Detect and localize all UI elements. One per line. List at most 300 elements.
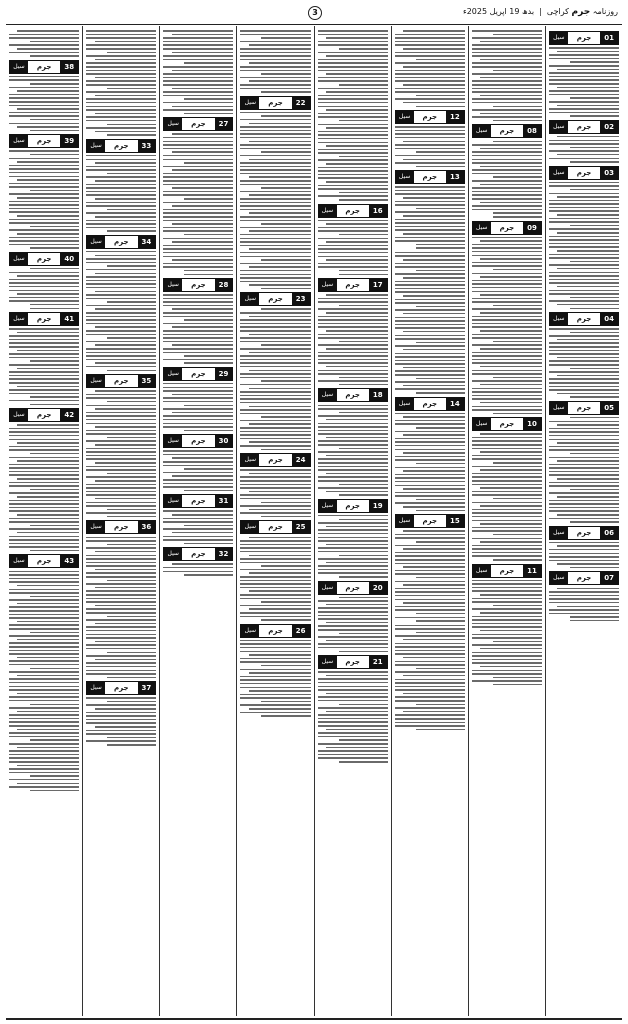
text-line: [86, 276, 156, 278]
text-line: [403, 295, 465, 297]
text-line: [163, 109, 233, 111]
text-line: [172, 394, 234, 396]
text-line: [17, 275, 79, 277]
text-line: [86, 205, 156, 207]
text-line: [339, 448, 388, 450]
notice-block: [472, 221, 542, 415]
text-line: [480, 77, 542, 79]
text-line: [395, 363, 465, 365]
text-line: [395, 317, 465, 319]
text-line: [339, 192, 388, 194]
text-line: [9, 158, 79, 160]
notice-title: جرم: [576, 122, 592, 131]
text-line: [403, 277, 465, 279]
text-line: [318, 647, 388, 649]
notice-text: [86, 697, 156, 745]
text-line: [395, 148, 465, 150]
text-line: [249, 672, 311, 674]
text-line: [107, 737, 156, 739]
text-line: [86, 258, 156, 260]
text-line: [395, 240, 465, 242]
text-line: [163, 245, 233, 247]
notice-text: [318, 30, 388, 200]
text-line: [9, 208, 79, 210]
text-line: [240, 41, 310, 43]
text-line: [472, 494, 542, 496]
text-line: [570, 521, 619, 523]
text-line: [172, 457, 234, 459]
text-line: [163, 383, 233, 385]
seal-badge: سیل: [396, 515, 414, 527]
text-line: [480, 505, 542, 507]
text-line: [240, 88, 310, 90]
text-line: [416, 166, 465, 168]
text-line: [549, 474, 619, 476]
notice-number: 41: [60, 313, 78, 325]
text-line: [95, 551, 157, 553]
text-line: [240, 252, 310, 254]
notice-block: [9, 134, 79, 249]
text-line: [86, 91, 156, 93]
text-line: [472, 187, 542, 189]
text-line: [163, 397, 233, 399]
text-line: [557, 563, 619, 565]
notice-title: جرم: [576, 528, 592, 537]
text-line: [240, 191, 310, 193]
notice-title: جرم: [576, 574, 592, 583]
text-line: [9, 725, 79, 727]
text-line: [318, 52, 388, 54]
notice-text: [549, 47, 619, 117]
text-line: [249, 334, 311, 336]
text-line: [395, 606, 465, 608]
text-line: [86, 127, 156, 129]
notice-text: [163, 30, 233, 114]
notice-title: جرم: [268, 456, 283, 465]
notice-header: [9, 312, 79, 326]
text-line: [416, 306, 465, 308]
text-line: [30, 404, 79, 406]
text-line: [395, 552, 465, 554]
text-line: [472, 80, 542, 82]
text-line: [339, 519, 388, 521]
text-line: [86, 44, 156, 46]
text-line: [261, 715, 310, 717]
text-line: [9, 279, 79, 281]
text-line: [95, 587, 157, 589]
text-line: [339, 48, 388, 50]
text-line: [240, 274, 310, 276]
notice-number: 05: [600, 402, 618, 414]
text-line: [240, 355, 310, 357]
text-line: [240, 413, 310, 415]
text-line: [9, 492, 79, 494]
text-line: [395, 537, 465, 539]
text-line: [86, 251, 156, 253]
text-line: [480, 148, 542, 150]
text-line: [318, 102, 388, 104]
text-line: [163, 518, 233, 520]
text-line: [318, 423, 388, 425]
text-line: [557, 51, 619, 53]
text-line: [9, 617, 79, 619]
text-line: [318, 245, 388, 247]
text-line: [472, 144, 542, 146]
text-line: [480, 612, 542, 614]
notice-block: [472, 124, 542, 217]
text-line: [9, 464, 79, 466]
notice-block: [549, 401, 619, 523]
text-line: [240, 498, 310, 500]
text-line: [184, 162, 233, 164]
text-line: [86, 298, 156, 300]
text-line: [318, 551, 388, 553]
text-line: [9, 229, 79, 231]
text-line: [240, 540, 310, 542]
text-line: [163, 401, 233, 403]
notice-header: [549, 401, 619, 415]
seal-badge: سیل: [10, 61, 28, 73]
text-line: [30, 550, 79, 552]
text-line: [395, 722, 465, 724]
text-line: [318, 480, 388, 482]
city-name: کراچی: [546, 7, 569, 16]
text-line: [9, 786, 79, 788]
text-line: [318, 522, 388, 524]
text-line: [240, 319, 310, 321]
text-line: [249, 654, 311, 656]
text-line: [240, 562, 310, 564]
notice-text: [9, 150, 79, 249]
text-line: [549, 257, 619, 259]
text-line: [395, 299, 465, 301]
notice-text: [240, 30, 310, 93]
text-line: [240, 209, 310, 211]
text-line: [395, 162, 465, 164]
text-line: [395, 635, 465, 637]
notice-text: [549, 542, 619, 569]
text-line: [86, 558, 156, 560]
text-line: [326, 419, 388, 421]
text-line: [95, 708, 157, 710]
text-line: [17, 90, 79, 92]
text-line: [172, 344, 234, 346]
text-line: [326, 259, 388, 261]
text-line: [17, 478, 79, 480]
text-line: [395, 459, 465, 461]
text-line: [9, 686, 79, 688]
notice-block: [549, 120, 619, 163]
text-line: [9, 757, 79, 759]
text-line: [472, 287, 542, 289]
text-line: [17, 179, 79, 181]
text-line: [326, 294, 388, 296]
text-line: [395, 441, 465, 443]
text-line: [240, 640, 310, 642]
text-line: [30, 268, 79, 270]
text-line: [472, 352, 542, 354]
notice-title: جرم: [36, 62, 52, 71]
notice-number: 04: [600, 313, 618, 325]
text-line: [318, 230, 388, 232]
text-line: [249, 123, 311, 125]
text-line: [472, 48, 542, 50]
text-line: [318, 44, 388, 46]
text-line: [163, 256, 233, 258]
text-line: [403, 434, 465, 436]
text-line: [86, 355, 156, 357]
text-line: [163, 423, 233, 425]
text-line: [163, 483, 233, 485]
text-line: [549, 203, 619, 205]
text-line: [95, 77, 157, 79]
column-7: [82, 26, 159, 1016]
text-line: [172, 88, 234, 90]
text-line: [86, 505, 156, 507]
text-line: [107, 509, 156, 511]
notice-text: [395, 413, 465, 512]
text-line: [163, 141, 233, 143]
text-line: [107, 230, 156, 232]
text-line: [480, 666, 542, 668]
text-line: [472, 455, 542, 457]
text-line: [318, 30, 388, 32]
text-line: [318, 106, 388, 108]
text-line: [163, 454, 233, 456]
text-line: [339, 84, 388, 86]
text-line: [557, 250, 619, 252]
text-line: [549, 254, 619, 256]
text-line: [570, 453, 619, 455]
notice-block: [240, 520, 310, 620]
text-line: [240, 238, 310, 240]
text-line: [86, 547, 156, 549]
text-line: [9, 510, 79, 512]
text-line: [86, 305, 156, 307]
text-line: [163, 426, 233, 428]
text-line: [472, 673, 542, 675]
notice-text: [549, 417, 619, 523]
text-line: [163, 301, 233, 303]
notice-text: [163, 133, 233, 275]
text-line: [549, 150, 619, 152]
text-line: [318, 629, 388, 631]
text-line: [9, 97, 79, 99]
notice-block: [9, 554, 79, 791]
text-line: [163, 323, 233, 325]
notice-block: [86, 235, 156, 371]
notice-text: [395, 30, 465, 107]
text-line: [395, 643, 465, 645]
seal-badge: سیل: [319, 500, 337, 512]
text-line: [557, 69, 619, 71]
text-line: [30, 453, 79, 455]
text-line: [318, 301, 388, 303]
text-line: [549, 446, 619, 448]
brand-name: جرم: [571, 7, 591, 17]
notice-title: جرم: [576, 168, 592, 177]
text-line: [261, 665, 310, 667]
text-line: [472, 545, 542, 547]
seal-badge: سیل: [550, 167, 568, 179]
text-line: [240, 52, 310, 54]
text-line: [395, 155, 465, 157]
text-line: [9, 474, 79, 476]
text-line: [549, 492, 619, 494]
text-line: [9, 528, 79, 530]
text-line: [318, 600, 388, 602]
text-line: [472, 466, 542, 468]
text-line: [318, 636, 388, 638]
text-line: [240, 391, 310, 393]
text-line: [86, 323, 156, 325]
seal-badge: سیل: [10, 253, 28, 265]
text-line: [9, 671, 79, 673]
text-line: [318, 451, 388, 453]
text-line: [472, 608, 542, 610]
text-line: [9, 240, 79, 242]
text-line: [9, 101, 79, 103]
text-line: [318, 515, 388, 517]
text-line: [416, 620, 465, 622]
text-line: [107, 265, 156, 267]
notice-header: [9, 408, 79, 422]
text-line: [395, 555, 465, 557]
text-line: [570, 368, 619, 370]
text-line: [163, 461, 233, 463]
text-line: [86, 62, 156, 64]
text-line: [9, 578, 79, 580]
notice-title: جرم: [36, 557, 52, 566]
text-line: [240, 587, 310, 589]
text-line: [472, 623, 542, 625]
notice-header: [549, 166, 619, 180]
text-line: [17, 783, 79, 785]
text-line: [261, 187, 310, 189]
text-line: [86, 287, 156, 289]
text-line: [249, 708, 311, 710]
text-line: [549, 72, 619, 74]
notice-number: 24: [292, 454, 310, 466]
text-line: [86, 330, 156, 332]
text-line: [472, 109, 542, 111]
text-line: [395, 481, 465, 483]
text-line: [86, 55, 156, 57]
text-line: [395, 573, 465, 575]
text-line: [163, 84, 233, 86]
text-line: [472, 62, 542, 64]
text-line: [549, 485, 619, 487]
text-line: [326, 241, 388, 243]
text-line: [86, 394, 156, 396]
text-line: [318, 607, 388, 609]
notice-header: [472, 417, 542, 431]
text-line: [326, 604, 388, 606]
text-line: [416, 247, 465, 249]
text-line: [86, 73, 156, 75]
text-line: [95, 480, 157, 482]
text-line: [493, 498, 542, 500]
text-line: [395, 360, 465, 362]
text-line: [86, 630, 156, 632]
text-line: [163, 266, 233, 268]
text-line: [549, 282, 619, 284]
text-line: [416, 208, 465, 210]
text-line: [9, 507, 79, 509]
text-line: [240, 66, 310, 68]
notice-number: 19: [369, 500, 387, 512]
text-line: [326, 163, 388, 165]
text-line: [416, 668, 465, 670]
text-line: [9, 339, 79, 341]
text-line: [480, 184, 542, 186]
text-line: [472, 512, 542, 514]
footer-rule: [6, 1018, 622, 1020]
text-line: [17, 442, 79, 444]
text-line: [570, 297, 619, 299]
text-line: [326, 73, 388, 75]
text-line: [395, 281, 465, 283]
text-line: [163, 80, 233, 82]
text-line: [472, 662, 542, 664]
notice-header: [9, 252, 79, 266]
text-line: [318, 66, 388, 68]
text-line: [86, 262, 156, 264]
text-line: [9, 543, 79, 545]
text-line: [318, 405, 388, 407]
text-line: [403, 416, 465, 418]
text-line: [318, 408, 388, 410]
text-line: [240, 395, 310, 397]
text-line: [95, 623, 157, 625]
text-line: [249, 141, 311, 143]
text-line: [249, 388, 311, 390]
text-line: [249, 608, 311, 610]
text-line: [9, 539, 79, 541]
text-line: [395, 617, 465, 619]
text-line: [480, 95, 542, 97]
text-line: [339, 234, 388, 236]
notice-title: جرم: [499, 566, 515, 575]
text-line: [86, 666, 156, 668]
text-line: [240, 583, 310, 585]
text-line: [549, 389, 619, 391]
text-line: [557, 545, 619, 547]
text-line: [549, 346, 619, 348]
text-line: [493, 212, 542, 214]
text-line: [9, 571, 79, 573]
text-line: [557, 196, 619, 198]
text-line: [95, 408, 157, 410]
text-line: [9, 290, 79, 292]
text-line: [163, 298, 233, 300]
text-line: [163, 238, 233, 240]
text-line: [240, 55, 310, 57]
text-line: [9, 150, 79, 152]
text-line: [339, 597, 388, 599]
notice-number: 43: [60, 555, 78, 567]
notice-number: 31: [215, 495, 233, 507]
text-line: [172, 205, 234, 207]
text-line: [318, 462, 388, 464]
text-line: [395, 133, 465, 135]
text-line: [9, 574, 79, 576]
text-line: [9, 44, 79, 46]
text-line: [339, 576, 388, 578]
text-line: [9, 599, 79, 601]
text-line: [86, 48, 156, 50]
text-line: [570, 189, 619, 191]
